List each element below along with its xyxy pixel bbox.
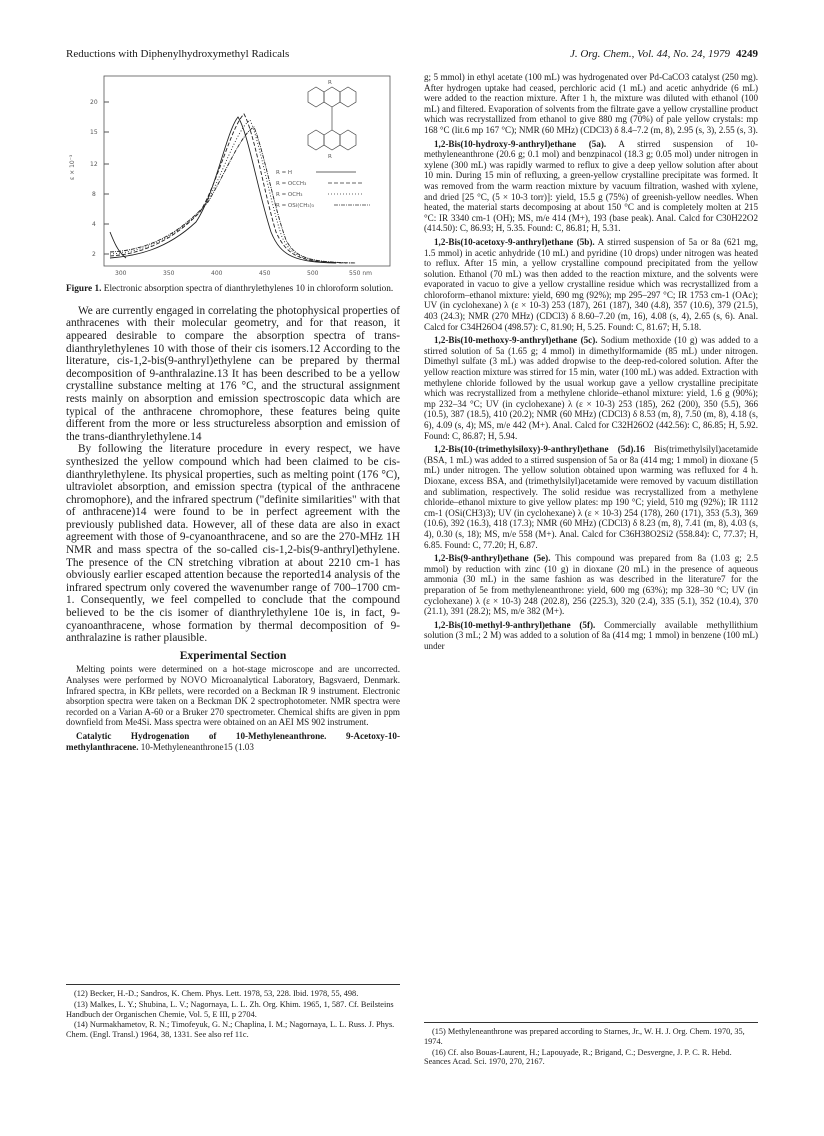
journal-reference	[570, 48, 758, 60]
svg-text:R: R	[328, 80, 332, 86]
section-5f	[424, 620, 758, 652]
compound-text: A stirred suspension of 5a or 8a (621 mg, 1.5 mmol) in acetic anhydride (10 mL) and pyridine (10 drops) under nitrogen was heated to reflux. After 15 min, a yellow crystalline compound precipitated from the yellow solution. Ethanol (70 mL) was then added to the reaction mixture, and the solvents were evaporated in vacuo to give a yellow crystalline residue which was recrystallized from a chloroform–ethanol mixture: yield, 690 mg (92%); mp 295–297 °C; IR 1753 cm-1 (OAc); UV (in cyclohexane) λ (ε × 10-3) 253 (187), 261 (187), 340 (4.8), 357 (10.6), 379 (21.5), 403 (24.3); NMR (270 MHz) (CDCl3) δ 8.60–7.20 (m, 16), 4.08 (s, 4), 2.65 (s, 6). Anal. Calcd for C34H26O4 (498.57): C, 81.90; H, 5.25. Found: C, 81.67; H, 5.18.	[424, 236, 758, 332]
compound-heading: 1,2-Bis(10-acetoxy-9-anthryl)ethane (5b).	[434, 236, 595, 247]
legend-entry-3: R = OCH₃	[276, 192, 303, 198]
legend-entry-1: R = H	[276, 170, 293, 176]
x-tick-label-500: 500	[307, 270, 319, 277]
figure-caption	[66, 284, 400, 295]
x-tick-label-400: 400	[211, 270, 223, 277]
paragraph-text: 10-Methyleneanthrone15 (1.03	[140, 741, 254, 752]
section-5d	[424, 444, 758, 550]
compound-text: Commercially available methyllithium solution (3 mL; 2 M) was added to a solution of 8a (414 mg; 1 mmol) in benzene (100 mL) under	[424, 619, 758, 651]
footnote-15: (15) Methyleneanthrone was prepared according to Starnes, Jr., W. H. J. Org. Chem. 1970, 35, 1974.	[424, 1027, 745, 1046]
compound-text: A stirred suspension of 10-methyleneanthrone (20.6 g; 0.1 mol) and benzpinacol (18.3 g; 0.05 mol) under nitrogen in xylene (300 mL) was rapidly warmed to reflux to give a deep yellow solution after about 10 min. During 15 min of refluxing, a green-yellow crystalline precipitate was formed. It was removed from the warm reaction mixture by vacuum filtration, washed with xylene, and dried [25 °C, (5 × 10-3 torr)]: yield, 15.5 g (75%) of greenish-yellow needles. When heated, the material starts decomposing at about 150 °C and is completely molten at 215 °C: IR 3340 cm-1 (OH); MS, m/e 414 (M+), 193 (base peak). Anal. Calcd for C30H22O2 (414.50): C, 86.93; H, 5.35. Found: C, 86.81; H, 5.31.	[424, 138, 758, 234]
legend	[276, 170, 370, 209]
introduction-text	[66, 305, 400, 645]
footnote-14: (14) Nurmakhametov, R. N.; Timofeyuk, G. N.; Chaplina, I. M.; Nagornaya, L. L. Russ. J. Phys. Chem. (Engl. Transl.) 1964, 38, 1331. See also ref 11c.	[66, 1020, 395, 1040]
footnotes-right	[424, 1022, 758, 1068]
left-column	[66, 72, 400, 755]
absorption-spectra-plot	[66, 72, 400, 282]
y-tick-label-15: 15	[90, 129, 98, 136]
footnote-16: (16) Cf. also Bouas-Laurent, H.; Lapouyade, R.; Brigand, C.; Desvergne, J. P. C. R. Hebd. Seances Acad. Sci. 1970, 270, 2167.	[424, 1047, 732, 1067]
section-5e	[424, 553, 758, 617]
journal-ref-text: J. Org. Chem., Vol. 44, No. 24, 1979	[569, 48, 730, 60]
y-axis-label: ε × 10⁻³	[69, 154, 76, 180]
compound-text: Bis(trimethylsilyl)acetamide (BSA, 1 mL) was added to a stirred suspension of 5a or 8a (414 mg; 1 mmol) in dioxane (5 mL) under nitrogen. The yellow solution obtained upon warming was refluxed for 4 h. Dioxane, excess BSA, and (trimethylsilyl)acetamide were removed by vacuum distillation and sublimation, respectively. The solid residue was recrystallized from a methylene chloride–ethanol mixture to give yellow plates: mp 190 °C; yield, 510 mg (92%); IR 1112 cm-1 (OSi(CH3)3); UV (in cyclohexane) λ (ε × 10-3) 254 (178), 260 (171), 353 (5.3), 369 (10.6), 392 (16.3), 418 (17.3); NMR (60 MHz) (CDCl3) δ 8.23 (m, 8), 7.41 (m, 8), 4.03 (s, 4), 0.30 (s, 18); MS, m/e 558 (M+). Anal. Calcd for C36H38O2Si2 (558.84): C, 77.37; H, 6.85. Found: C, 77.20; H, 6.87.	[424, 444, 758, 550]
x-tick-label-450: 450	[259, 270, 271, 277]
paragraph: g; 5 mmol) in ethyl acetate (100 mL) was hydrogenated over Pd-CaCO3 catalyst (250 mg). After hydrogen uptake had ceased, perchloric acid (1 mL) and acetic anhydride (6 mL) were added to the reaction mixture. After 1 h, the mixture was diluted with ethanol (100 mL) and filtered. Evaporation of solvents from the filtrate gave a yellow crystalline product which was recrystallized from ethanol to give 880 mg (70%) of pale yellow crystals: mp 168 °C (lit.6 mp 167 °C); NMR (60 MHz) (CDCl3) δ 8.4–7.2 (m, 8), 2.95 (s, 3), 2.55 (s, 3).	[424, 72, 758, 135]
spectra-curves	[110, 114, 356, 263]
footnote-12: (12) Becker, H.-D.; Sandros, K. Chem. Phys. Lett. 1978, 53, 228. Ibid. 1978, 55, 498.	[74, 989, 359, 998]
legend-entry-2: R = OCCH₃	[276, 181, 307, 187]
y-tick-label-8: 8	[92, 191, 96, 198]
running-title: Reductions with Diphenylhydroxymethyl Radicals	[66, 48, 290, 60]
compound-heading: 1,2-Bis(10-methyl-9-anthryl)ethane (5f).	[434, 619, 596, 630]
page-header	[66, 48, 758, 64]
curve-r-methoxy	[110, 120, 351, 263]
compound-heading: 1,2-Bis(9-anthryl)ethane (5e).	[434, 553, 551, 564]
section-title: Experimental Section	[179, 648, 287, 662]
figure-caption-label: Figure 1.	[66, 284, 102, 294]
section-5a	[424, 139, 758, 234]
footnote-13: (13) Malkes, L. Y.; Shubina, L. V.; Nagornaya, L. L. Zh. Org. Khim. 1965, 1, 587. Cf. Beilsteins Handbuch der Organischen Chemie, Vol. 5, E III, p 2704.	[66, 999, 394, 1019]
section-5b	[424, 237, 758, 332]
footnotes-left	[66, 984, 400, 1041]
curve-r-acetoxy	[110, 114, 346, 263]
x-tick-label-550: 550 nm	[349, 270, 373, 277]
compound-text: This compound was prepared from 8a (1.03 g; 2.5 mmol) by reduction with zinc (10 g) in dioxane (20 mL) in the presence of aqueous ammonia (30 mL) in the same fashion as was described in the literature7 for the preparation of 5e from methyleneanthrone: yield, 600 mg (63%); mp 328–30 °C; UV (in cyclohexane) λ (ε × 10-3) 248 (202.8), 256 (225.3), 320 (2.4), 335 (5.1), 352 (10.4), 370 (21.1), 391 (28.2); MS, m/e 382 (M+).	[424, 553, 758, 617]
figure-caption-text: Electronic absorption spectra of dianthrylethylenes 10 in chloroform solution.	[103, 284, 394, 294]
paragraph-heading: Catalytic Hydrogenation of 10-Methyleneanthrone. 9-Acetoxy-10-methylanthracene.	[66, 730, 400, 752]
compound-text: Sodium methoxide (10 g) was added to a stirred solution of 5a (1.65 g; 4 mmol) in dimethylformamide (85 mL) under nitrogen. Dimethyl sulfate (3 mL) was added dropwise to the deep-red-colored solution. After the yellow reaction mixture was stirred for 15 min, water (100 mL) was added. Extraction with methylene chloride followed by the usual workup gave a yellow crystalline precipitate which was recrystallized from a methylene chloride–ethanol mixture: yield, 1.6 g (90%); mp 232–34 °C; UV (in cyclohexane) λ (ε × 10-3) 253 (185), 262 (200), 350 (5.5), 366 (10.5), 387 (18.5), 410 (20.2); NMR (60 MHz) (CDCl3) δ 8.53 (m, 8), 7.50 (m, 8), 4.18 (s, 6), 4.09 (s, 4); MS, m/e 442 (M+). Anal. Calcd for C32H26O2 (442.56): C, 86.85; H, 5.92. Found: C, 86.87; H, 5.94.	[424, 335, 758, 441]
plot-frame	[104, 76, 390, 266]
compound-heading: 1,2-Bis(10-methoxy-9-anthryl)ethane (5c).	[434, 335, 598, 346]
paragraph: By following the literature procedure in every respect, we have synthesized the yellow compound which had been claimed to be cis-dianthrylethylene. Its physical properties, such as melting point (176 °C), ultraviolet absorption, and emission spectra (typical of the anthracene chromophore), and the infrared spectrum ("definite similarities" with that of anthracene)14 were found to be in perfect agreement with the previously published data. However, all of these data are also in exact agreement with those of 9-cyanoanthracene, and so are the 270-MHz 1H NMR and mass spectra of the so-called cis-1,2-bis(9-anthryl)ethylene. The presence of the CN stretching vibration at about 2210 cm-1 has obviously earlier escaped attention because the reported14 analysis of the infrared spectrum only covered the wavenumber range of 700–1700 cm-1. Consequently, we feel compelled to conclude that the compound believed to be the cis isomer of dianthrylethylene 10e is, in fact, 9-cyanoanthracene, whose formation by thermal decomposition of 9-anthralazine is rather plausible.	[66, 443, 400, 645]
compound-heading: 1,2-Bis(10-(trimethylsiloxy)-9-anthryl)ethane (5d).16	[434, 444, 645, 455]
paragraph: We are currently engaged in correlating the photophysical properties of anthracenes with their molecular geometry, and for that reason, it appeared desirable to compare the absorption spectra of trans-dianthrylethylenes 10 with those of their cis isomers.12 According to the literature, cis-1,2-bis(9-anthryl)ethylene can be prepared by thermal decomposition of 9-anthralazine.13 It has been described to be a yellow crystalline substance melting at 176 °C, and the structural assignment rests mainly on absorption and emission spectroscopic data which are typical of the anthracene chromophore, these features being quite different from the more or less structureless absorption and emission of the trans-dianthrylethylene.14	[66, 304, 400, 443]
legend-entry-4: R = OSi(CH₃)₃	[276, 203, 314, 209]
x-tick-label-300: 300	[115, 270, 127, 277]
y-tick-label-12: 12	[90, 161, 98, 168]
svg-text:R: R	[328, 154, 332, 160]
y-tick-label-2: 2	[92, 251, 96, 258]
x-tick-label-350: 350	[163, 270, 175, 277]
catalytic-hydrogenation-paragraph	[66, 731, 400, 752]
compound-heading: 1,2-Bis(10-hydroxy-9-anthryl)ethane (5a).	[434, 138, 607, 149]
section-5c	[424, 335, 758, 441]
y-tick-label-4: 4	[92, 221, 96, 228]
experimental-paragraph: Melting points were determined on a hot-stage microscope and are uncorrected. Analyses were performed by NOVO Microanalytical Laboratory, Bagsvaerd, Denmark. Infrared spectra, in KBr pellets, were recorded on a Beckman IR 9 instrument. Electronic absorption spectra were taken on a Beckman DK 2 spectrophotometer. NMR spectra were recorded on a Varian A-60 or a Bruker 270 spectrometer. Chemical shifts are given in ppm downfield from Me4Si. Mass spectra were obtained on an AEI MS 902 instrument.	[66, 664, 400, 728]
curve-r-h	[110, 117, 336, 263]
y-tick-label-20: 20	[90, 99, 98, 106]
page-number: 4249	[736, 48, 758, 60]
right-column	[424, 72, 758, 654]
curve-r-trimethylsiloxy	[110, 127, 356, 263]
figure-1	[66, 72, 400, 282]
structure-drawing	[308, 87, 356, 150]
